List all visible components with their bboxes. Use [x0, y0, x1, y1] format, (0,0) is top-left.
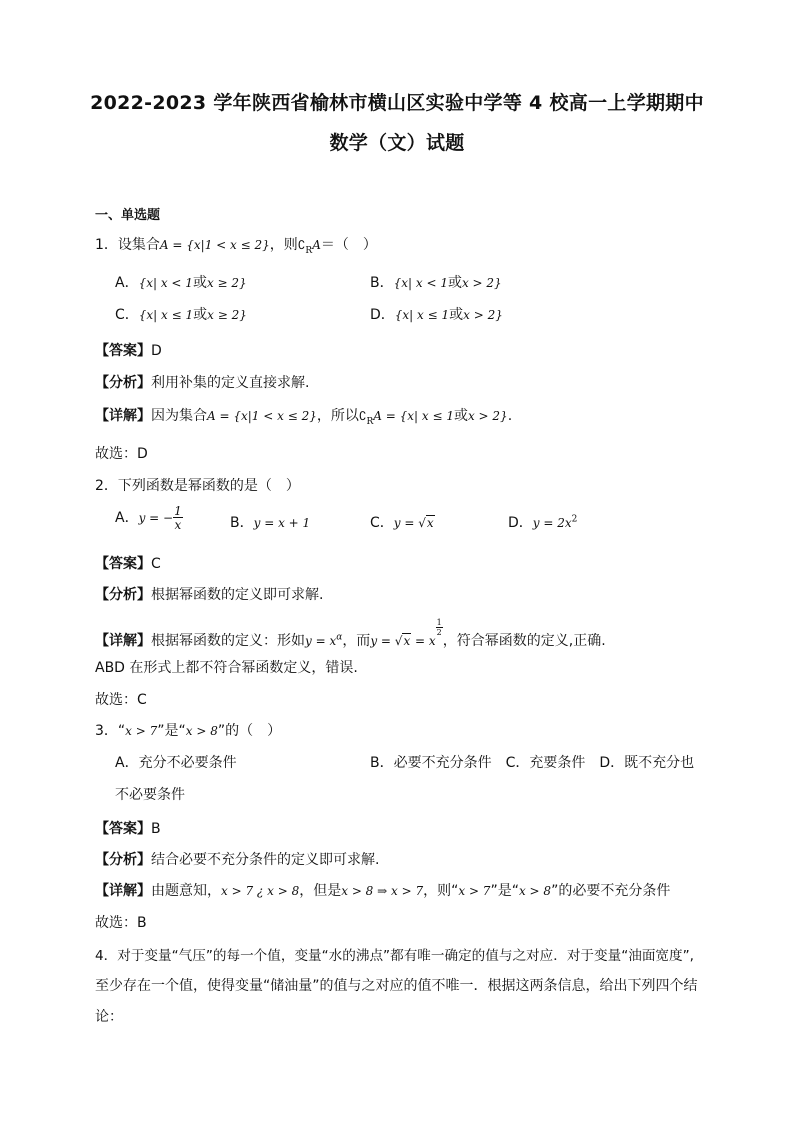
- q2-option-a-pre: y = −: [138, 511, 174, 525]
- q2-option-d-exp: 2: [571, 514, 578, 525]
- q2-stem: 2．下列函数是幂函数的是（ ）: [95, 478, 300, 494]
- q1-complement-sub: R: [305, 245, 313, 256]
- q2-detail-exp-den: 2: [436, 628, 442, 637]
- q2-option-c-label: C．: [370, 515, 394, 531]
- q1-stem-mid: ，则: [269, 237, 298, 253]
- q1-analysis: [95, 372, 309, 392]
- q1-option-c[interactable]: [115, 304, 247, 324]
- q3-detail-m2: x > 8 ⇒ x > 7: [341, 884, 424, 898]
- q2-analysis-text: 根据幂函数的定义即可求解.: [151, 587, 324, 603]
- q2-analysis: [95, 584, 323, 604]
- q2-detail-eq: = x: [411, 634, 436, 648]
- q3-detail-tag: 【详解】: [95, 883, 151, 899]
- q2-detail-line2: ABD 在形式上都不符合幂函数定义，错误.: [95, 660, 358, 676]
- q2-detail-pre: 根据幂函数的定义：形如: [151, 633, 305, 649]
- q3-detail-mid2: ，则“: [423, 883, 459, 899]
- q2-option-d[interactable]: [508, 512, 577, 532]
- q1-option-b[interactable]: [370, 272, 502, 292]
- q4-line1: 4．对于变量“气压”的每一个值，变量“水的沸点”都有唯一确定的值与之对应．对于变量“油面宽度”,: [95, 948, 694, 964]
- q3-detail-end: ”的必要不充分条件: [551, 883, 671, 899]
- q1-option-b-or: 或: [447, 275, 462, 291]
- q2-option-b[interactable]: [230, 512, 310, 532]
- q3-stem-mid: ”是“: [157, 723, 186, 739]
- q2-option-c[interactable]: [370, 512, 435, 532]
- q1-analysis-text: 利用补集的定义直接求解.: [151, 375, 310, 391]
- q1-detail-res2: x > 2}: [467, 409, 508, 423]
- q2-option-c-pre: y =: [393, 516, 419, 530]
- q3-analysis: [95, 849, 379, 869]
- q3-answer: [95, 818, 161, 838]
- q1-detail-end: .: [507, 408, 513, 424]
- q2-detail: [95, 619, 606, 650]
- q3-choice: 故选：B: [95, 915, 147, 931]
- q1-stem-end: ＝（ ）: [320, 237, 377, 253]
- q1-option-a-math1: {x| x < 1: [138, 276, 193, 290]
- q1-choice: 故选：D: [95, 446, 148, 462]
- q1-detail-sub: R: [366, 416, 374, 427]
- q1-detail-res1: A = {x| x ≤ 1: [373, 409, 454, 423]
- q1-detail-complement: ∁: [358, 409, 367, 423]
- q4-line3: 论：: [95, 1009, 123, 1025]
- q2-detail-end: ，符合幂函数的定义,正确.: [442, 633, 606, 649]
- q3-option-d-cont: 不必要条件: [115, 787, 185, 803]
- q2-option-a-num: 1: [174, 504, 182, 518]
- q3-stem: [95, 720, 281, 740]
- q1-answer-value: D: [151, 343, 162, 359]
- q2-answer: [95, 553, 161, 573]
- q3-detail-m3: x > 7: [458, 884, 491, 898]
- q2-option-d-label: D．: [508, 515, 533, 531]
- q1-option-d-math1: {x| x ≤ 1: [394, 308, 450, 322]
- q1-detail-mid: ，所以: [316, 408, 359, 424]
- q1-option-b-math2: x > 2}: [461, 276, 502, 290]
- q3-detail-m1: x > 7 ¿ x > 8: [221, 884, 300, 898]
- q1-option-a-label: A．: [115, 275, 139, 291]
- page-title-line2: 数学（文）试题: [329, 132, 465, 154]
- q1-option-a[interactable]: [115, 272, 247, 292]
- q2-answer-value: C: [151, 556, 161, 572]
- q3-answer-value: B: [151, 821, 161, 837]
- q1-analysis-tag: 【分析】: [95, 375, 151, 391]
- q2-option-a-den: x: [174, 518, 182, 532]
- q2-detail-form: y = x: [305, 634, 337, 648]
- q1-stem: [95, 234, 377, 256]
- q2-option-d-pre: y = 2x: [532, 516, 572, 530]
- q3-stem-m1: x > 7: [125, 724, 158, 738]
- q2-option-a[interactable]: [115, 505, 183, 531]
- q1-detail: [95, 405, 512, 427]
- q3-options-bcd[interactable]: B．必要不充分条件 C．充要条件 D．既不充分也: [370, 755, 695, 771]
- q1-stem-prefix: 1．设集合: [95, 237, 160, 253]
- q1-complement-symbol: ∁: [297, 238, 306, 252]
- q4-line2: 至少存在一个值，使得变量“储油量”的值与之对应的值不唯一．根据这两条信息，给出下列四个结: [95, 978, 698, 994]
- q2-detail-radicand: x: [403, 634, 411, 648]
- q1-option-c-math1: {x| x ≤ 1: [138, 308, 194, 322]
- q1-option-a-math2: x ≥ 2}: [206, 276, 247, 290]
- q3-detail: [95, 880, 670, 900]
- q3-option-a[interactable]: A．充分不必要条件: [115, 755, 237, 771]
- q1-answer-tag: 【答案】: [95, 343, 151, 359]
- q1-option-c-math2: x ≥ 2}: [207, 308, 247, 322]
- q2-option-a-label: A．: [115, 510, 139, 526]
- q3-detail-m4: x > 8: [518, 884, 552, 898]
- q1-set-def: A = {x|1 < x ≤ 2}: [159, 238, 270, 252]
- q1-detail-tag: 【详解】: [95, 408, 151, 424]
- q1-option-d-or: 或: [449, 307, 464, 323]
- q2-answer-tag: 【答案】: [95, 556, 151, 572]
- q2-detail-alpha: α: [336, 632, 343, 643]
- sqrt-icon: √: [418, 516, 426, 530]
- q2-detail-exp-num: 1: [436, 618, 442, 627]
- q2-detail-exponent: [436, 619, 443, 637]
- q1-option-b-label: B．: [370, 275, 394, 291]
- q3-analysis-text: 结合必要不充分条件的定义即可求解.: [151, 852, 380, 868]
- q2-option-c-radicand: x: [426, 516, 434, 530]
- q1-option-d[interactable]: [370, 304, 503, 324]
- q1-detail-pre: 因为集合: [151, 408, 207, 424]
- q2-analysis-tag: 【分析】: [95, 587, 151, 603]
- q1-option-c-or: 或: [193, 307, 208, 323]
- q1-option-b-math1: {x| x < 1: [393, 276, 448, 290]
- q1-option-d-math2: x > 2}: [463, 308, 503, 322]
- q2-detail-mid: ，而: [342, 633, 371, 649]
- q3-stem-end: ”的（ ）: [217, 723, 282, 739]
- q1-option-a-or: 或: [192, 275, 207, 291]
- q3-stem-m2: x > 8: [185, 724, 218, 738]
- q1-option-d-label: D．: [370, 307, 395, 323]
- q2-option-a-fraction: [173, 505, 183, 531]
- q2-option-b-math: y = x + 1: [253, 516, 311, 530]
- q1-answer: [95, 340, 162, 360]
- q3-detail-pre: 由题意知，: [151, 883, 221, 899]
- q1-detail-or: 或: [453, 408, 468, 424]
- q3-stem-pre: 3．“: [95, 723, 126, 739]
- section-heading: 一、单选题: [95, 208, 161, 223]
- q3-detail-mid: ，但是: [299, 883, 342, 899]
- q2-detail-y: y =: [370, 634, 395, 648]
- q2-choice: 故选：C: [95, 692, 147, 708]
- q3-detail-mid3: ”是“: [490, 883, 519, 899]
- q3-analysis-tag: 【分析】: [95, 852, 151, 868]
- q1-set-a: A: [312, 238, 321, 252]
- page-title-line1: 2022-2023 学年陕西省榆林市横山区实验中学等 4 校高一上学期期中: [90, 92, 704, 114]
- sqrt-icon: √: [394, 634, 403, 648]
- q2-detail-tag: 【详解】: [95, 633, 151, 649]
- q1-option-c-label: C．: [115, 307, 139, 323]
- q2-option-b-label: B．: [230, 515, 254, 531]
- q3-answer-tag: 【答案】: [95, 821, 151, 837]
- q1-detail-set: A = {x|1 < x ≤ 2}: [207, 409, 317, 423]
